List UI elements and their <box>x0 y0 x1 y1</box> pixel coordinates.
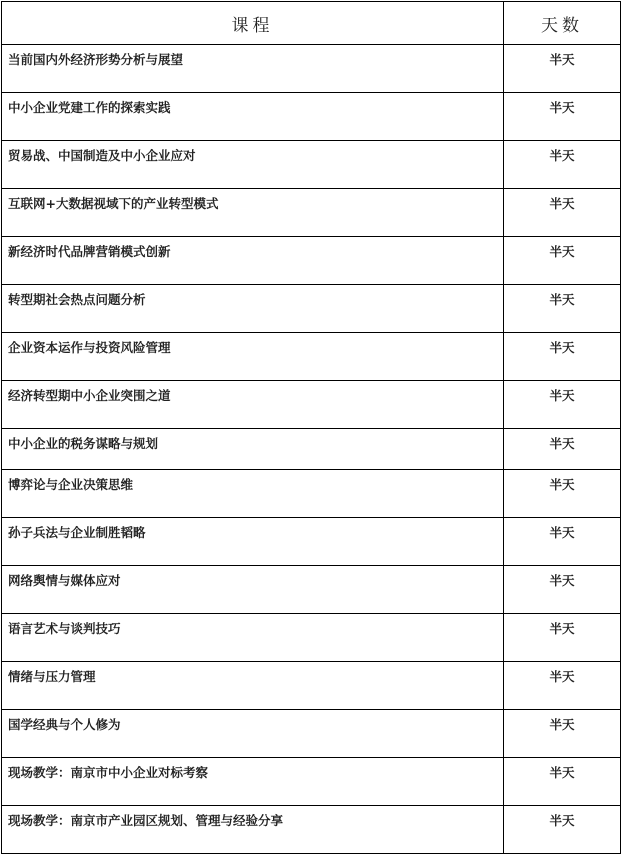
days-cell: 半天 <box>504 429 621 470</box>
course-cell: 新经济时代品牌营销模式创新 <box>2 237 504 285</box>
table-row <box>2 566 621 614</box>
table-row <box>2 758 621 806</box>
days-cell: 半天 <box>504 237 621 285</box>
days-cell: 半天 <box>504 189 621 237</box>
table-row <box>2 45 621 93</box>
table-row <box>2 333 621 381</box>
days-cell: 半天 <box>504 45 621 93</box>
table-header-row <box>2 2 621 45</box>
course-cell: 转型期社会热点问题分析 <box>2 285 504 333</box>
course-cell: 经济转型期中小企业突围之道 <box>2 381 504 429</box>
days-cell: 半天 <box>504 141 621 189</box>
course-table <box>1 1 621 854</box>
table-row <box>2 614 621 662</box>
course-cell: 当前国内外经济形势分析与展望 <box>2 45 504 93</box>
table-row <box>2 285 621 333</box>
course-cell: 博弈论与企业决策思维 <box>2 470 504 518</box>
table-row <box>2 189 621 237</box>
course-cell: 中小企业的税务谋略与规划 <box>2 429 504 470</box>
course-cell: 现场教学：南京市中小企业对标考察 <box>2 758 504 806</box>
table-row <box>2 141 621 189</box>
table-row <box>2 518 621 566</box>
table-row <box>2 806 621 854</box>
days-cell: 半天 <box>504 710 621 758</box>
course-table-container <box>1 1 620 854</box>
course-cell: 国学经典与个人修为 <box>2 710 504 758</box>
course-cell: 贸易战、中国制造及中小企业应对 <box>2 141 504 189</box>
days-cell: 半天 <box>504 381 621 429</box>
course-cell: 互联网+大数据视域下的产业转型模式 <box>2 189 504 237</box>
table-row <box>2 470 621 518</box>
course-cell: 孙子兵法与企业制胜韬略 <box>2 518 504 566</box>
course-cell: 中小企业党建工作的探索实践 <box>2 93 504 141</box>
days-cell: 半天 <box>504 566 621 614</box>
course-cell: 情绪与压力管理 <box>2 662 504 710</box>
course-cell: 语言艺术与谈判技巧 <box>2 614 504 662</box>
days-cell: 半天 <box>504 662 621 710</box>
days-cell: 半天 <box>504 333 621 381</box>
days-cell: 半天 <box>504 93 621 141</box>
days-cell: 半天 <box>504 806 621 854</box>
header-course: 课程 <box>2 2 504 45</box>
days-cell: 半天 <box>504 518 621 566</box>
table-row <box>2 429 621 470</box>
course-cell: 企业资本运作与投资风险管理 <box>2 333 504 381</box>
table-row <box>2 237 621 285</box>
course-cell: 网络舆情与媒体应对 <box>2 566 504 614</box>
table-row <box>2 710 621 758</box>
table-row <box>2 662 621 710</box>
days-cell: 半天 <box>504 758 621 806</box>
table-row <box>2 93 621 141</box>
table-row <box>2 381 621 429</box>
days-cell: 半天 <box>504 285 621 333</box>
course-cell: 现场教学：南京市产业园区规划、管理与经验分享 <box>2 806 504 854</box>
days-cell: 半天 <box>504 614 621 662</box>
header-days: 天数 <box>504 2 621 45</box>
days-cell: 半天 <box>504 470 621 518</box>
